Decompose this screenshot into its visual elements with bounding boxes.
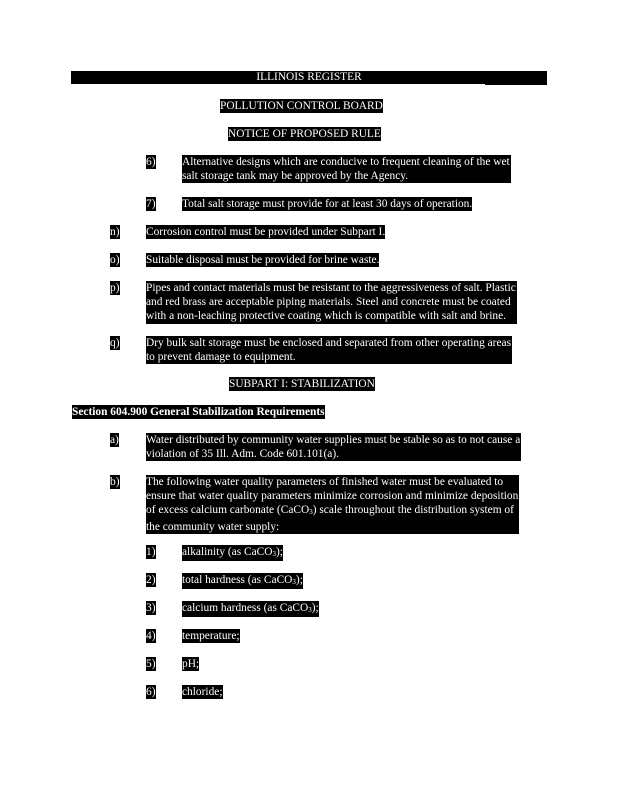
sec-b-line-2: ensure that water quality parameters minimize corrosion and minimize deposition [146, 490, 519, 503]
sec-a-line-1: Water distributed by community water supplies must be stable so as to not cause a [146, 434, 521, 446]
sec-a-text [146, 433, 521, 461]
board-name: POLLUTION CONTROL BOARD [220, 100, 383, 112]
subpart-heading: SUBPART I: STABILIZATION [229, 378, 375, 390]
sec-a-line-2: violation of 35 Ill. Adm. Code 601.101(a). [146, 447, 521, 461]
param-4-text: temperature; [182, 630, 240, 642]
param-4-number: 4) [146, 630, 156, 642]
param-1-text: alkalinity (as CaCO$_3$); [182, 545, 283, 561]
notice-title: NOTICE OF PROPOSED RULE [228, 128, 381, 140]
item-o-number: o) [110, 254, 120, 266]
param-3-number: 3) [146, 602, 156, 614]
item-p-number: p) [110, 282, 120, 294]
item-n-number: n) [110, 226, 120, 238]
item-p-line-1: Pipes and contact materials must be resistant to the aggressiveness of salt. Plastic [146, 282, 516, 294]
item-7-number: 7) [146, 198, 156, 210]
sec-b-line-3: of excess calcium carbonate (CaCO$_3$) scale throughout the distribution system of [146, 503, 519, 519]
item-6-line-1: Alternative designs which are conducive to frequent cleaning of the wet [182, 156, 510, 168]
item-p-line-3: with a non-leaching protective coating which is compatible with salt and brine. [146, 309, 517, 323]
item-7-text: Total salt storage must provide for at least 30 days of operation. [182, 198, 473, 210]
sec-b-line-4: the community water supply: [146, 520, 519, 534]
section-heading: Section 604.900 General Stabilization Requirements [72, 406, 325, 418]
item-q-line-2: to prevent damage to equipment. [146, 350, 512, 364]
register-title: ILLINOIS REGISTER [71, 71, 547, 84]
item-q-line-1: Dry bulk salt storage must be enclosed and separated from other operating areas [146, 337, 512, 349]
item-6-line-2: salt storage tank may be approved by the Agency. [182, 169, 511, 183]
item-p-line-2: and red brass are acceptable piping materials. Steel and concrete must be coated [146, 295, 517, 309]
sec-a-number: a) [110, 434, 119, 446]
item-n-text: Corrosion control must be provided under Subpart I. [146, 226, 386, 238]
param-3-text: calcium hardness (as CaCO$_3$); [182, 601, 319, 617]
sec-b-text [146, 475, 519, 534]
sec-b-line-1: The following water quality parameters of finished water must be evaluated to [146, 475, 519, 489]
item-p-text [146, 281, 517, 324]
item-q-text [146, 336, 512, 364]
param-2-text: total hardness (as CaCO$_3$); [182, 573, 303, 589]
param-5-number: 5) [146, 658, 156, 670]
item-6-text [182, 155, 511, 183]
item-o-text: Suitable disposal must be provided for brine waste. [146, 254, 380, 266]
param-6-text: chloride; [182, 686, 223, 698]
item-q-number: q) [110, 337, 120, 349]
param-5-text: pH; [182, 658, 200, 670]
param-1-number: 1) [146, 546, 156, 558]
header-rule [485, 84, 547, 85]
param-6-number: 6) [146, 686, 156, 698]
item-6-number: 6) [146, 156, 156, 168]
sec-b-number: b) [110, 476, 120, 488]
param-2-number: 2) [146, 574, 156, 586]
